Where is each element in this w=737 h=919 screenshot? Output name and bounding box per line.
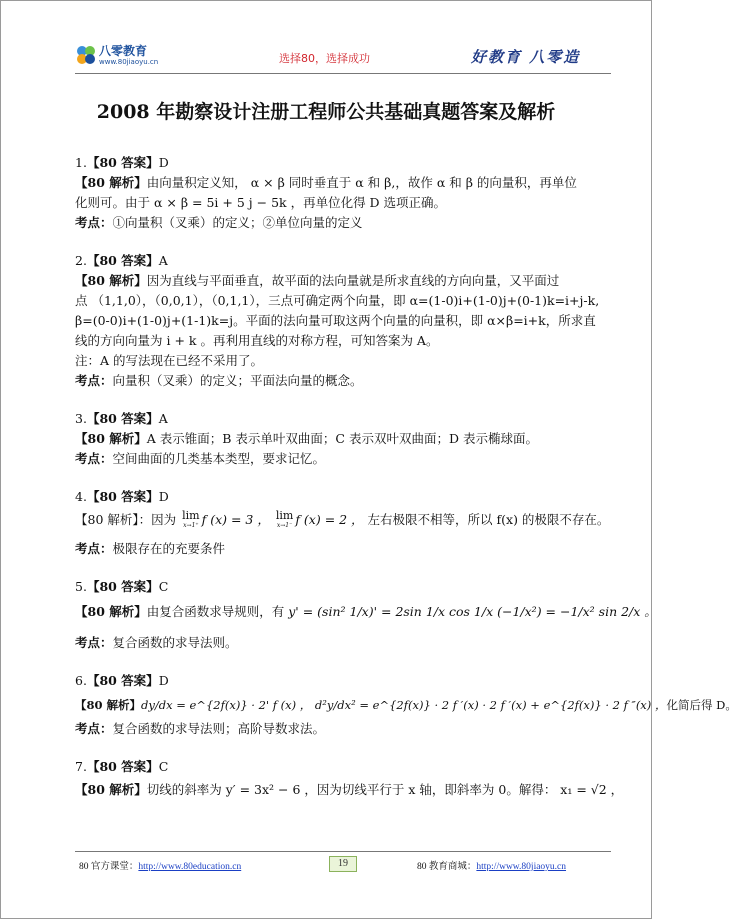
answer-value: A [158,253,168,268]
key-point-label: 考点： [75,541,113,556]
explanation-line [75,691,737,719]
explanation-text: 由向量积定义知， α × β 同时垂直于 α 和 β,，故作 α 和 β 的向量积，再单位 [146,175,577,190]
explanation-line: β=(0-0)i+(1-0)j+(1-1)k=j。平面的法向量可取这两个向量的向量积，即 α×β=i+k，所求直 [75,313,596,328]
key-point-label: 考点： [75,373,113,388]
brand-logo[interactable] [75,41,175,71]
answer-value: C [158,579,169,594]
explanation-line: 【80 解析】由复合函数求导规则，有 y' = (sin² 1/x)' = 2sin 1/x cos 1/x (−1/x²) = −1/x² sin 2/x 。 [75,604,657,619]
explanation-line [75,173,615,193]
footer-right: 80 教育商城：http://www.80jiaoyu.cn [417,862,567,872]
answer-label: 【80 答案】 [86,579,159,594]
answer-line: 3.【80 答案】A [75,411,168,426]
question-6 [75,671,737,739]
question-2 [75,251,615,391]
explanation-line: 【80 解析】：因为 lim x→1⁺ f (x) = 3 ， lim x→1⁻ f (x) = 2 ， 左右极限不相等，所以 f(x) 的极限不存在。 [75,508,610,529]
explanation-text: 切线的斜率为 y′ = 3x² − 6 ，因为切线平行于 x 轴，即斜率为 0。解得： x₁ = √2 ， [146,782,624,797]
question-4 [75,487,615,559]
explanation-text: 左右极限不相等，所以 f(x) 的极限不存在。 [367,512,610,527]
page-header [1,1,651,79]
explanation-text: 化简后得 D。 [666,698,737,712]
key-point-line [75,449,615,469]
header-tagline: 选择80，选择成功 [279,52,370,65]
key-point-text: ①向量积（叉乘）的定义；②单位向量的定义 [112,215,363,230]
answer-label: 【80 答案】 [86,253,159,268]
answer-label: 【80 答案】 [86,411,159,426]
key-point-line [75,539,615,559]
answer-line: 7.【80 答案】C [75,759,169,774]
page-footer [75,856,611,872]
key-point-line [75,213,615,233]
key-point-text: 空间曲面的几类基本类型，要求记忆。 [112,451,326,466]
explanation-label: 【80 解析】 [75,273,147,288]
footer-link-store[interactable]: http://www.80jiaoyu.cn [476,862,567,872]
explanation-line: 化则可。由于 α × β = 5i + 5 j − 5k ，再单位化得 D 选项正确。 [75,195,447,210]
explanation-line: 点 （1,1,0），（0,0,1），（0,1,1），三点可确定两个向量，即 α=(1-0)i+(1-0)j+(0-1)k=i+j-k, [75,293,600,308]
key-point-text: 复合函数的求导法则。 [112,635,238,650]
answer-line: 2.【80 答案】A [75,253,168,268]
question-3 [75,409,615,469]
limit-formula: f (x) = 3 ， [201,512,270,527]
logo-mark-icon [75,44,97,66]
key-point-line [75,371,615,391]
key-point-text: 极限存在的充要条件 [112,541,226,556]
explanation-line: 线的方向向量为 i + k 。再利用直线的对称方程，可知答案为 A。 [75,333,439,348]
answer-label: 【80 答案】 [86,489,159,504]
answer-label: 【80 答案】 [86,673,159,688]
answer-line: 6.【80 答案】D [75,673,169,688]
question-7 [75,757,624,803]
limit-symbol: lim x→1⁻ [275,508,294,529]
explanation-text: A 表示锥面；B 表示单叶双曲面；C 表示双叶双曲面；D 表示椭球面。 [146,431,538,446]
explanation-label: 【80 解析】 [75,604,147,619]
logo-url: www.80jiaoyu.cn [99,58,159,66]
note-line: 注：A 的写法现在已经不采用了。 [75,353,264,368]
limit-formula: f (x) = 2 ， [295,512,364,527]
header-slogan: 好教育 八零造 [471,48,581,66]
answer-value: A [158,411,168,426]
answer-value: D [158,155,169,170]
explanation-label: 【80 解析】 [75,782,147,797]
answer-line: 1.【80 答案】D [75,155,169,170]
key-point-label: 考点： [75,215,113,230]
derivative-formula: y' = (sin² 1/x)' = 2sin 1/x cos 1/x (−1/x²) = −1/x² sin 2/x 。 [288,604,657,619]
answer-line: 5.【80 答案】C [75,579,169,594]
explanation-label: 【80 解析】 [75,431,147,446]
answer-line: 4.【80 答案】D [75,489,169,504]
document-body [75,153,737,821]
logo-name: 八零教育 [99,44,148,58]
footer-divider [75,851,611,852]
footer-link-classroom[interactable]: http://www.80education.cn [138,862,242,872]
limit-symbol: lim x→1⁺ [182,508,200,529]
question-5 [75,577,657,653]
key-point-label: 考点： [75,635,113,650]
question-1 [75,153,615,233]
key-point-text: 复合函数的求导法则；高阶导数求法。 [112,721,326,736]
document-title: 2008 年勘察设计注册工程师公共基础真题答案及解析 [96,101,556,123]
key-point-label: 考点： [75,451,113,466]
answer-label: 【80 答案】 [86,155,159,170]
page-number: 19 [329,856,357,872]
explanation-label: 【80 解析】 [75,698,142,712]
key-point-line [75,633,615,653]
header-divider [75,73,611,74]
explanation-line [75,429,615,449]
explanation-text: 因为直线与平面垂直，故平面的法向量就是所求直线的方向向量，又平面过 [146,273,560,288]
footer-left: 80 官方课堂：http://www.80education.cn [79,862,242,872]
derivative-formula: dy/dx = e^{2f(x)} · 2' f (x) ， d²y/dx² = e^{2f(x)} · 2 f ′(x) · 2 f ′(x) + e^{2f(x)} · 2 f ″(x) ， [141,698,667,712]
key-point-text: 向量积（叉乘）的定义；平面法向量的概念。 [112,373,363,388]
answer-value: C [158,759,169,774]
answer-value: D [158,489,169,504]
explanation-label: 【80 解析】： [75,512,152,527]
key-point-line [75,719,615,739]
answer-value: D [158,673,169,688]
key-point-label: 考点： [75,721,113,736]
answer-label: 【80 答案】 [86,759,159,774]
explanation-line [75,271,615,291]
explanation-line [75,777,624,803]
explanation-label: 【80 解析】 [75,175,147,190]
